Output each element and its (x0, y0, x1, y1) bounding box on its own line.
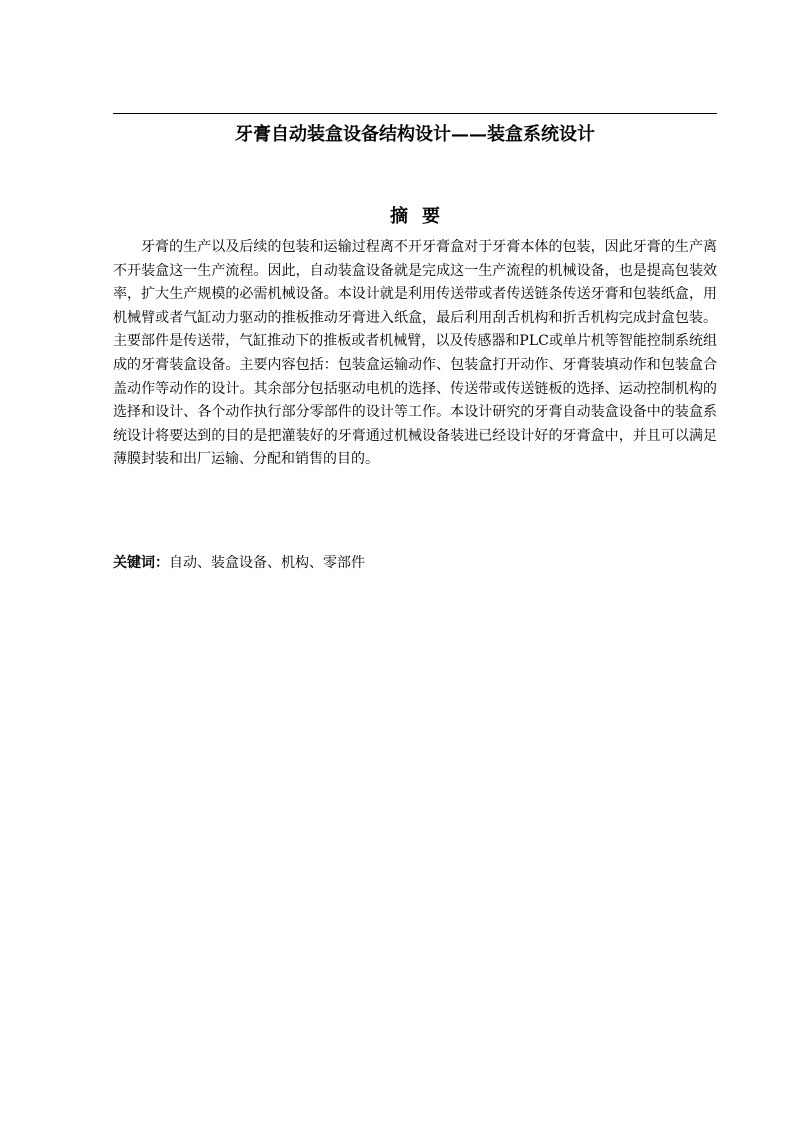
abstract-heading: 摘要 (390, 206, 454, 227)
header-rule (113, 113, 717, 114)
keywords-line (113, 552, 717, 575)
paper-title: 牙膏自动装盒设备结构设计——装盒系统设计 (235, 124, 595, 145)
keywords-text: 自动、装盒设备、机构、零部件 (169, 555, 365, 571)
keywords-label: 关键词： (113, 555, 169, 571)
abstract-body: 牙膏的生产以及后续的包装和运输过程离不开牙膏盒对于牙膏本体的包装，因此牙膏的生产离不开装盒这一生产流程。因此，自动装盒设备就是完成这一生产流程的机械设备，也是提高包装效率，扩大生产规模的必需机械设备。本设计就是利用传送带或者传送链条传送牙膏和包装纸盒，用机械臂或者气缸动力驱动的推板推动牙膏进入纸盒，最后利用刮舌机构和折舌机构完成封盒包装。主要部件是传送带，气缸推动下的推板或者机械臂，以及传感器和PLC或单片机等智能控制系统组成的牙膏装盒设备。主要内容包括：包装盒运输动作、包装盒打开动作、牙膏装填动作和包装盒合盖动作等动作的设计。其余部分包括驱动电机的选择、传送带或传送链板的选择、运动控制机构的选择和设计、各个动作执行部分零部件的设计等工作。本设计研究的牙膏自动装盒设备中的装盒系统设计将要达到的目的是把灌装好的牙膏通过机械设备装进已经设计好的牙膏盒中，并且可以满足薄膜封装和出厂运输、分配和销售的目的。 (113, 239, 717, 468)
